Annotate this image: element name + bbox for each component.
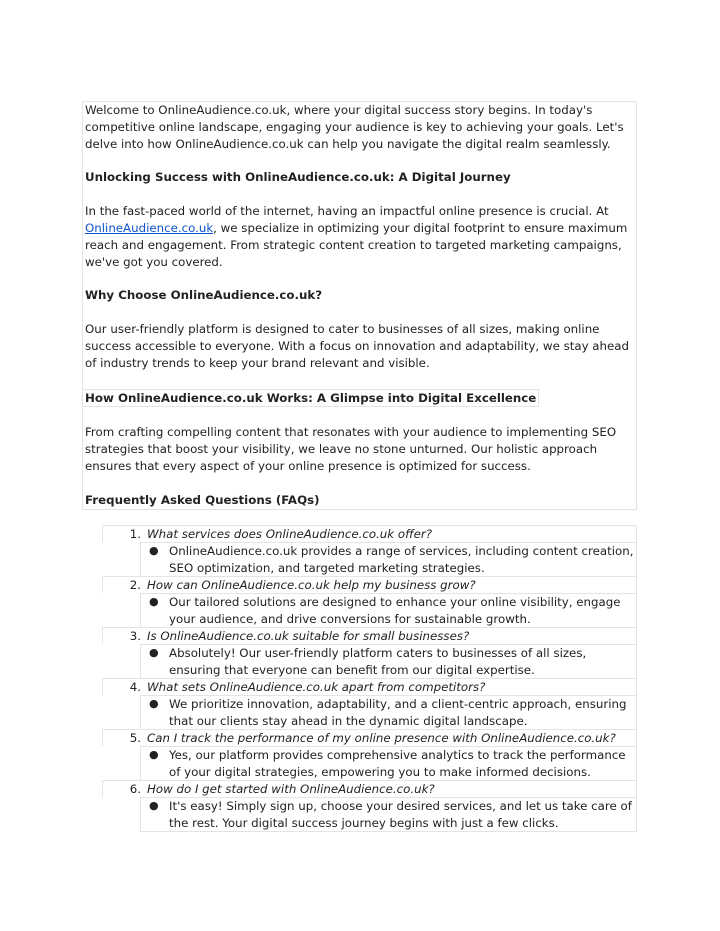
faq-number: 1. [129,527,141,541]
faq-number: 6. [129,782,141,796]
faq-question: How can OnlineAudience.co.uk help my business grow? [147,578,476,592]
section-paragraph-unlocking-success [85,203,633,270]
faq-question: What sets OnlineAudience.co.uk apart from competitors? [147,680,486,694]
faq-question: Can I track the performance of my online presence with OnlineAudience.co.uk? [147,731,616,745]
spacer [85,407,633,424]
faq-answer-row [140,644,637,678]
faq-item [82,525,637,576]
faq-number: 2. [129,578,141,592]
faq-number: 5. [129,731,141,745]
faq-heading: Frequently Asked Questions (FAQs) [85,492,320,507]
faq-item [82,627,637,678]
faq-item [82,576,637,627]
bullet-icon: ● [149,748,159,761]
paragraph-text: , we specialize in optimizing your digital footprint to ensure maximum reach and engagement. From strategic content creation to targeted marketing campaigns, we've got you covered. [85,220,628,269]
faq-answer: Our tailored solutions are designed to enhance your online visibility, engage your audience, and drive conversions for sustainable growth. [169,595,621,626]
faq-item [82,780,637,832]
faq-answer-row [140,593,637,627]
paragraph-text: In the fast-paced world of the internet, having an impactful online presence is crucial. At [85,204,609,219]
faq-answer-row [140,695,637,729]
faq-answer: Yes, our platform provides comprehensive analytics to track the performance of your digital strategies, empowering you to make informed decisions. [169,748,626,779]
spacer [85,475,633,492]
faq-item [82,729,637,780]
section-heading-how-it-works: How OnlineAudience.co.uk Works: A Glimpse into Digital Excellence [82,389,539,408]
bullet-icon: ● [149,646,159,659]
faq-answer: We prioritize innovation, adaptability, and a client-centric approach, ensuring that our clients stay ahead in the dynamic digital landscape. [169,697,627,728]
faq-question: How do I get started with OnlineAudience.co.uk? [147,782,435,796]
faq-question-row [102,576,637,593]
faq-answer-row [140,746,637,780]
bullet-icon: ● [149,697,159,710]
faq-answer-row [140,797,637,832]
section-paragraph-why-choose: Our user-friendly platform is designed to cater to businesses of all sizes, making online success accessible to everyone. With a focus on innovation and adaptability, we stay ahead of industry trends to keep your brand relevant and visible. [85,322,629,370]
spacer [85,304,633,321]
onlineaudience-link[interactable]: OnlineAudience.co.uk [85,220,214,235]
faq-question-row [102,525,637,542]
faq-question: Is OnlineAudience.co.uk suitable for small businesses? [147,629,470,643]
faq-answer: OnlineAudience.co.uk provides a range of services, including content creation, SEO optimization, and targeted marketing strategies. [169,544,634,575]
section-paragraph-how-it-works: From crafting compelling content that resonates with your audience to implementing SEO strategies that boost your visibility, we leave no stone unturned. Our holistic approach ensures that every aspect of your online presence is optimized for success. [85,425,617,473]
spacer [85,270,633,287]
faq-list [82,525,637,832]
faq-item [82,678,637,729]
document-body [82,101,637,510]
faq-answer: It's easy! Simply sign up, choose your desired services, and let us take care of the rest. Your digital success journey begins with just a few clicks. [169,799,632,830]
faq-question-row [102,780,637,797]
article-content [82,101,637,510]
spacer [85,372,633,389]
faq-number: 4. [129,680,141,694]
intro-paragraph: Welcome to OnlineAudience.co.uk, where your digital success story begins. In today's competitive online landscape, engaging your audience is key to achieving your goals. Let's delve into how OnlineAudience.co.uk can help you navigate the digital realm seamlessly. [85,103,624,151]
spacer [85,186,633,203]
faq-question-row [102,627,637,644]
faq-question: What services does OnlineAudience.co.uk offer? [147,527,432,541]
section-heading-unlocking-success: Unlocking Success with OnlineAudience.co.uk: A Digital Journey [85,170,511,185]
faq-answer: Absolutely! Our user-friendly platform caters to businesses of all sizes, ensuring that everyone can benefit from our digital expertise. [169,646,587,677]
bullet-icon: ● [149,799,159,812]
faq-number: 3. [129,629,141,643]
faq-question-row [102,729,637,746]
bullet-icon: ● [149,544,159,557]
bullet-icon: ● [149,595,159,608]
faq-question-row [102,678,637,695]
faq-answer-row [140,542,637,576]
spacer [85,152,633,169]
section-heading-why-choose: Why Choose OnlineAudience.co.uk? [85,288,323,303]
